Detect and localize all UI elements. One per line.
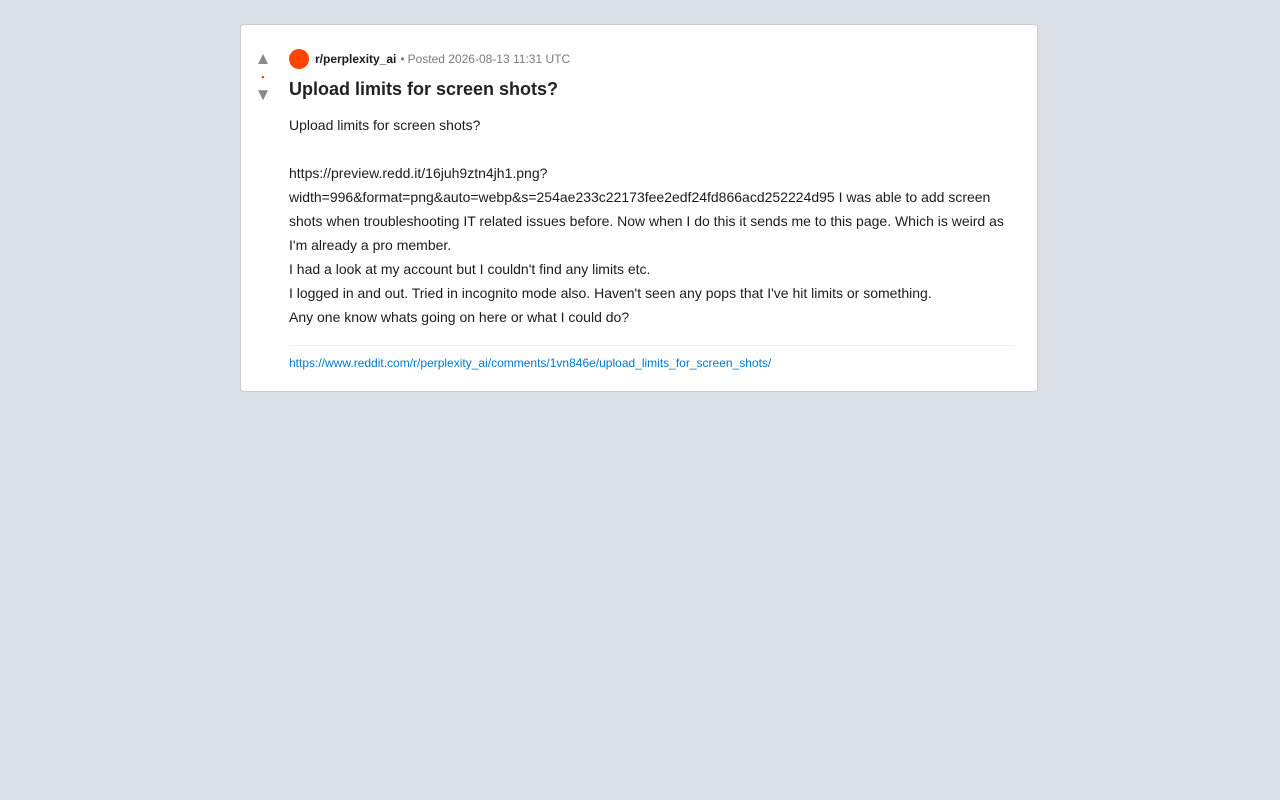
post-content [289,49,1015,371]
post-title: Upload limits for screen shots? [289,79,559,99]
body-line: Upload limits for screen shots? [289,117,481,133]
body-line: Any one know whats going on here or what I could do? [289,309,630,325]
post-timestamp: Posted 2026-08-13 11:31 UTC [407,52,571,66]
body-line: I logged in and out. Tried in incognito mode also. Haven't seen any pops that I've hit limits or something. [289,285,932,301]
vote-score: • [261,72,265,82]
post-footer [289,345,1015,371]
subreddit-avatar-icon[interactable] [289,49,309,69]
post-card [240,24,1038,392]
body-line: I had a look at my account but I couldn't find any limits etc. [289,261,651,277]
body-gap [289,137,1015,161]
post-meta [289,49,1015,69]
upvote-arrow-icon[interactable]: ▲ [254,49,272,68]
subreddit-link[interactable]: r/perplexity_ai [315,52,397,66]
post-body [289,113,1015,329]
vote-column [253,49,273,105]
permalink-link[interactable]: https://www.reddit.com/r/perplexity_ai/comments/1vn846e/upload_limits_for_screen_shots/ [289,356,772,370]
downvote-arrow-icon[interactable]: ▼ [254,85,272,104]
meta-separator: • [400,52,405,66]
body-paragraph: https://preview.redd.it/16juh9ztn4jh1.png?width=996&format=png&auto=webp&s=254ae233c22173fee2edf24fd866acd252224d95 I was able to add screen shots when troubleshooting IT related issues before. Now when I do this it sends me to this page. Which is weird as I'm already a pro member. [289,165,1004,253]
